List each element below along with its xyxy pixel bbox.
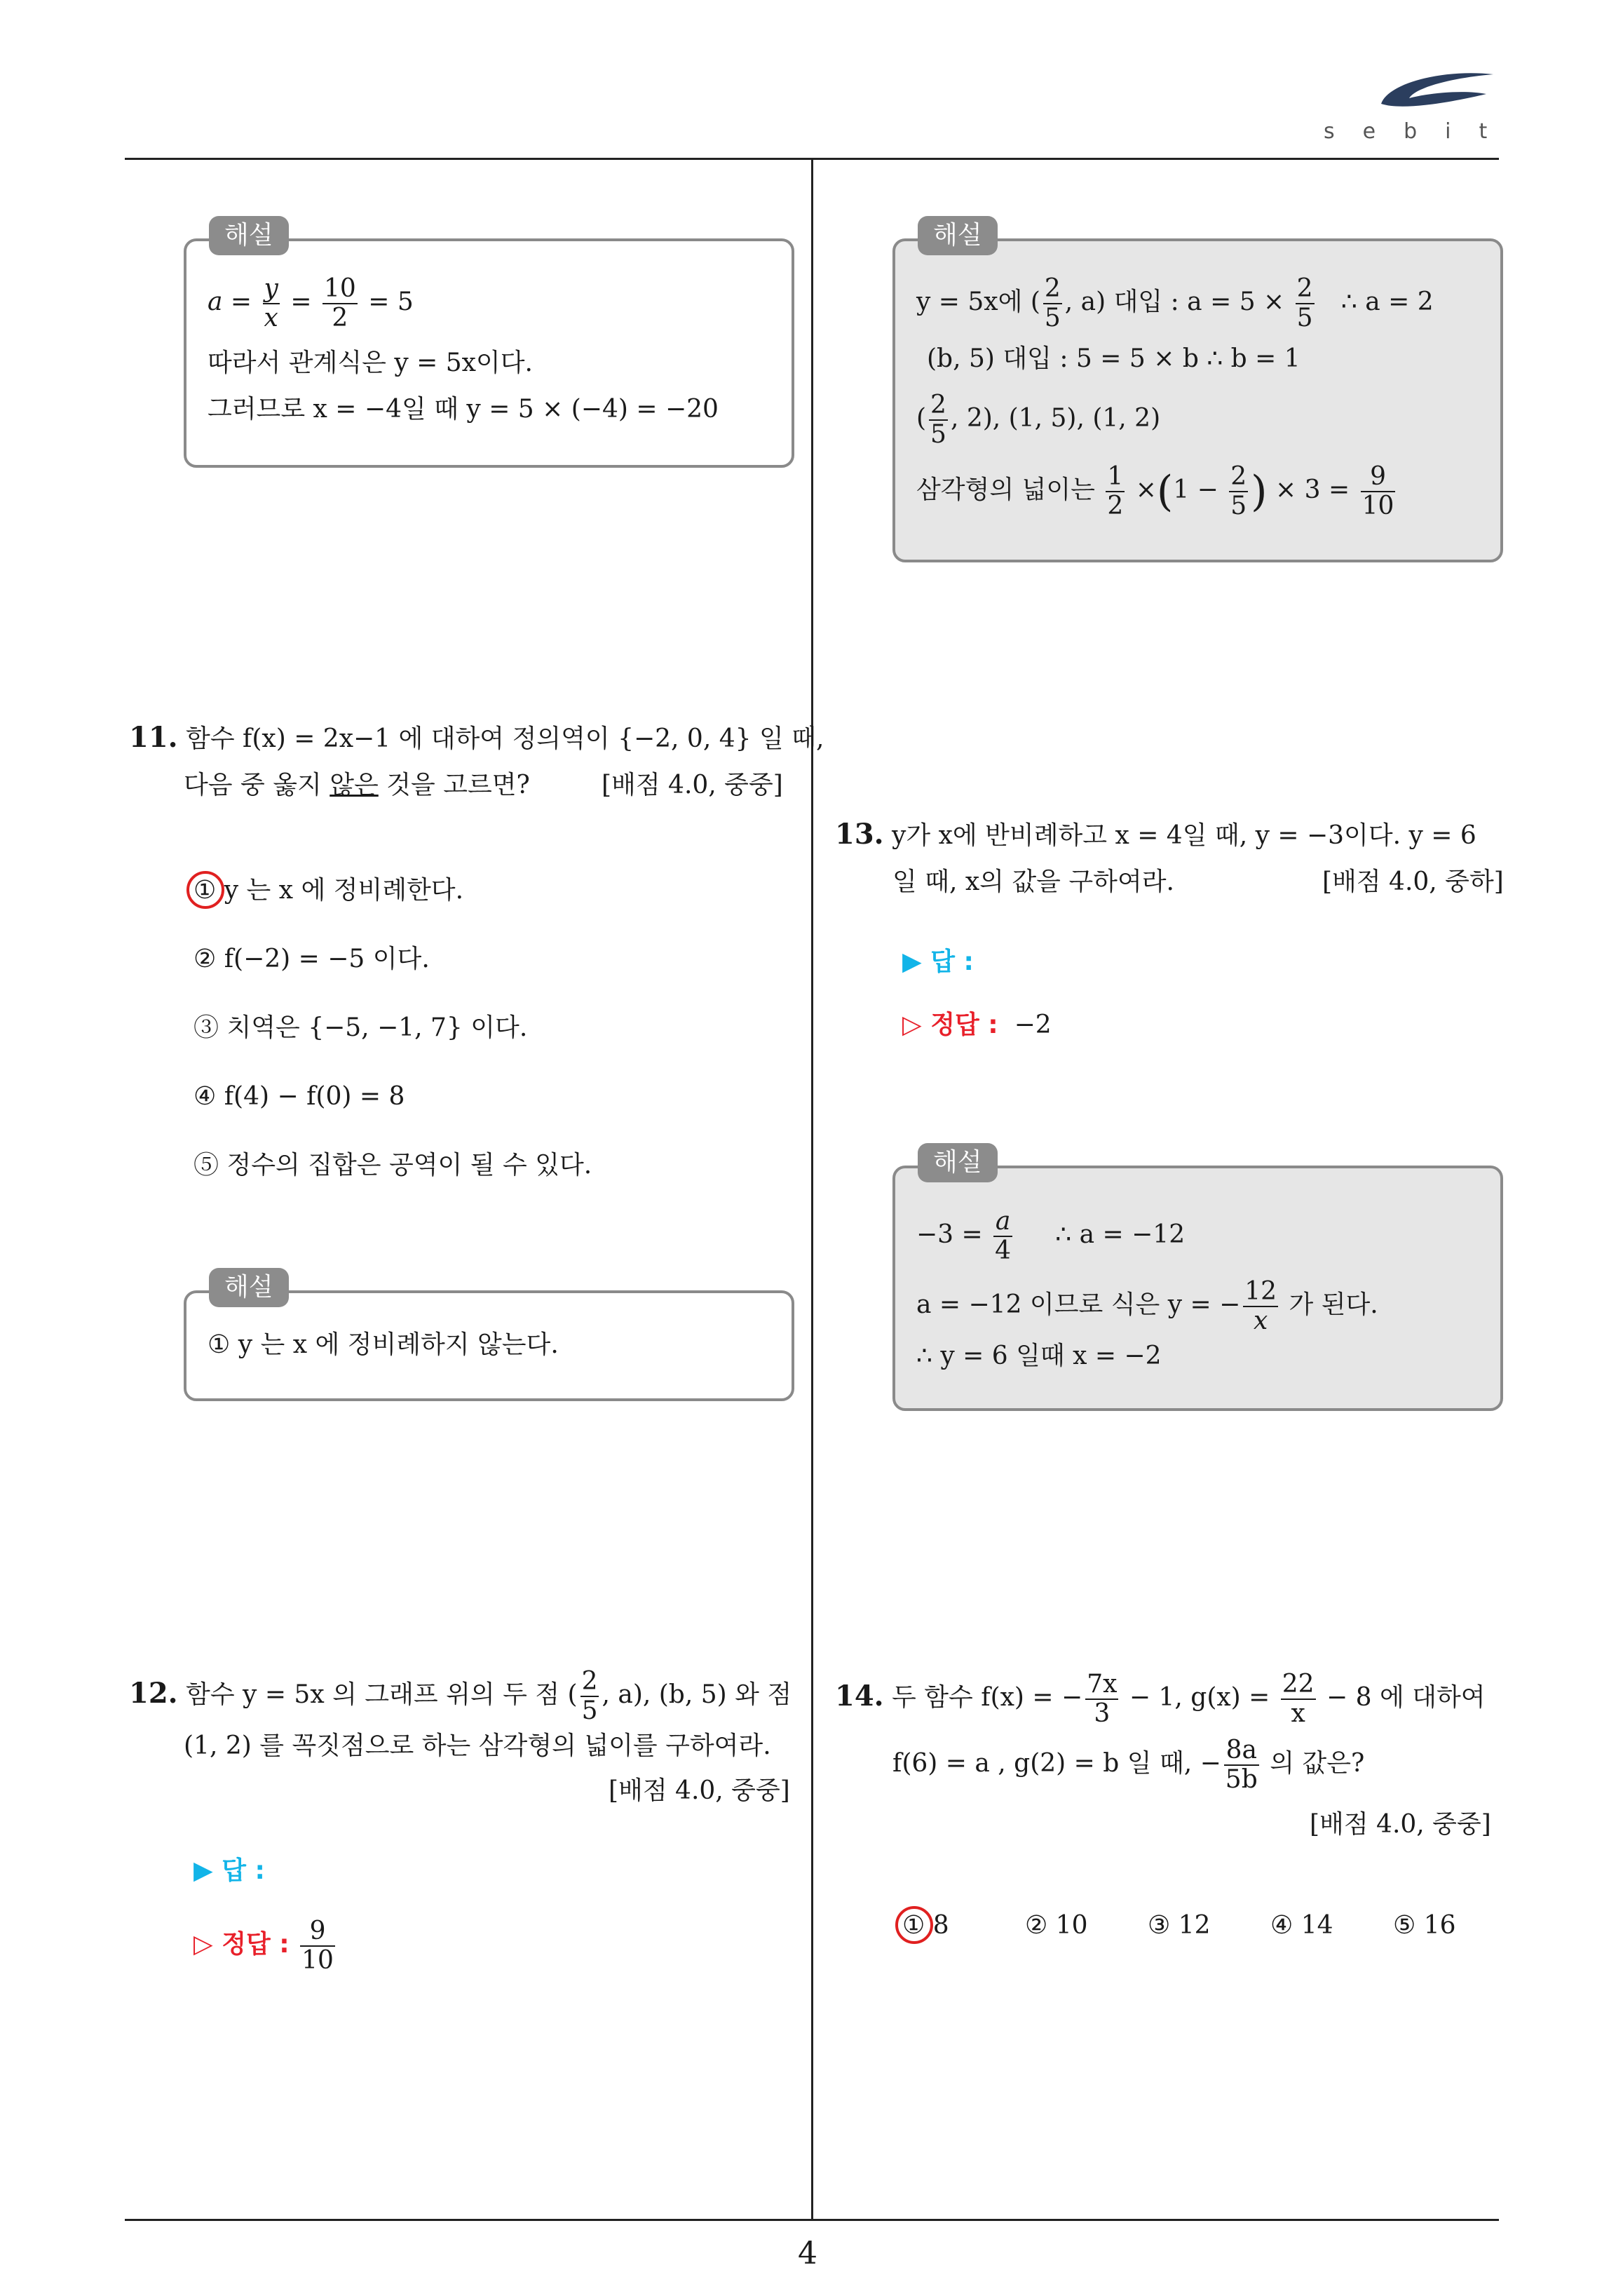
option-1[interactable]: ① 8 xyxy=(902,1911,949,1940)
fraction: $\frac{2}{5}$ xyxy=(1044,274,1061,332)
option-5[interactable]: ⑤ 정수의 집합은 공역이 될 수 있다. xyxy=(193,1151,592,1180)
question-14: 14. 두 함수 f(x) = − $\frac{7x}{3}$ − 1, g(x) = $\frac{22}{x}$ − 8 에 대하여 xyxy=(835,1670,1486,1728)
fraction: $\frac{12}{x}$ xyxy=(1244,1277,1277,1335)
column-divider xyxy=(811,158,813,2221)
question-13: 13. y가 x에 반비례하고 x = 4일 때, y = −3이다. y = 6 xyxy=(835,818,1476,851)
option-4[interactable]: ④ f(4) − f(0) = 8 xyxy=(193,1082,405,1111)
solution-tag: 해설 xyxy=(209,1268,289,1307)
fraction: $\frac{a}{4}$ xyxy=(995,1207,1012,1265)
option-5[interactable]: ⑤ 16 xyxy=(1393,1911,1456,1940)
solution-tag: 해설 xyxy=(918,1143,998,1182)
option-2[interactable]: ② 10 xyxy=(1025,1911,1088,1940)
option-4[interactable]: ④ 14 xyxy=(1270,1911,1333,1940)
correct-answer: ▷ 정답 : $\frac{9}{10}$ xyxy=(193,1917,334,1975)
logo-wordmark: sebit xyxy=(1324,119,1516,144)
solution-line: (b, 5) 대입 : 5 = 5 × b ∴ b = 1 xyxy=(927,344,1301,373)
option-2[interactable]: ② f(−2) = −5 이다. xyxy=(193,945,430,973)
solution-line: ∴ y = 6 일때 x = −2 xyxy=(916,1342,1162,1370)
fraction: $\frac{2}{5}$ xyxy=(1230,462,1247,520)
solution-line: ① y 는 x 에 정비례하지 않는다. xyxy=(208,1330,559,1359)
solution-line: a = $\frac{y}{x}$ = $\frac{10}{2}$ = 5 xyxy=(208,274,414,332)
fraction: $\frac{22}{x}$ xyxy=(1282,1670,1315,1728)
solution-line: −3 = $\frac{a}{4}$ ∴ a = −12 xyxy=(916,1207,1186,1265)
solution-line: 따라서 관계식은 y = 5x이다. xyxy=(208,349,533,377)
solution-line: y = 5x에 ( $\frac{2}{5}$ , a) 대입 : a = 5 × $\frac{2}{5}$ ∴ a = 2 xyxy=(916,274,1434,332)
points-label: [배점 4.0, 중중] xyxy=(602,771,783,799)
fraction: $\frac{1}{2}$ xyxy=(1107,462,1124,520)
fraction: $\frac{2}{5}$ xyxy=(930,391,946,449)
question-11: 11. 함수 f(x) = 2x−1 에 대하여 정의역이 {−2, 0, 4} 일 때, xyxy=(129,721,824,754)
question-text: (1, 2) 를 꼭짓점으로 하는 삼각형의 넓이를 구하여라. xyxy=(184,1731,771,1760)
fraction: $\frac{7x}{3}$ xyxy=(1087,1670,1118,1728)
option-3[interactable]: ③ 치역은 {−5, −1, 7} 이다. xyxy=(193,1013,528,1042)
solution-tag: 해설 xyxy=(918,216,998,255)
question-text: 다음 중 옳지 않은 것을 고르면? xyxy=(184,771,530,799)
points-label: [배점 4.0, 중하] xyxy=(1322,867,1504,896)
fraction: $\frac{10}{2}$ xyxy=(323,274,356,332)
fraction: $\frac{2}{5}$ xyxy=(1296,274,1313,332)
fraction: $\frac{8a}{5b}$ xyxy=(1225,1736,1258,1794)
answer-field-label[interactable]: ▶ 답 : xyxy=(193,1856,265,1885)
page-number: 4 xyxy=(798,2236,817,2271)
question-text: f(6) = a , g(2) = b 일 때, − $\frac{8a}{5b}$ 의 값은? xyxy=(892,1736,1365,1794)
sebit-logo xyxy=(1367,62,1507,118)
solution-line: a = −12 이므로 식은 y = − $\frac{12}{x}$ 가 된다. xyxy=(916,1277,1378,1335)
option-3[interactable]: ③ 12 xyxy=(1148,1911,1211,1940)
points-label: [배점 4.0, 중중] xyxy=(609,1776,790,1805)
solution-line: ( $\frac{2}{5}$ , 2), (1, 5), (1, 2) xyxy=(916,391,1161,449)
correct-answer: ▷ 정답 : −2 xyxy=(902,1011,1052,1039)
fraction: $\frac{2}{5}$ xyxy=(581,1667,598,1725)
fraction: $\frac{y}{x}$ xyxy=(264,274,278,332)
solution-tag: 해설 xyxy=(209,216,289,255)
points-label: [배점 4.0, 중중] xyxy=(1310,1810,1491,1839)
question-text: 일 때, x의 값을 구하여라. xyxy=(892,867,1174,896)
answer-field-label[interactable]: ▶ 답 : xyxy=(902,947,974,976)
solution-line: 그러므로 x = −4일 때 y = 5 × (−4) = −20 xyxy=(208,395,719,424)
fraction: $\frac{9}{10}$ xyxy=(301,1917,334,1975)
fraction: $\frac{9}{10}$ xyxy=(1361,462,1394,520)
option-1[interactable]: ① y 는 x 에 정비례한다. xyxy=(193,876,464,905)
solution-line: 삼각형의 넓이는 $\frac{1}{2}$ ×(1 − $\frac{2}{5}$ ) × 3 = $\frac{9}{10}$ xyxy=(916,462,1394,520)
footer-rule xyxy=(125,2219,1499,2221)
question-12: 12. 함수 y = 5x 의 그래프 위의 두 점 ( $\frac{2}{5}$ , a), (b, 5) 와 점 xyxy=(129,1667,792,1725)
